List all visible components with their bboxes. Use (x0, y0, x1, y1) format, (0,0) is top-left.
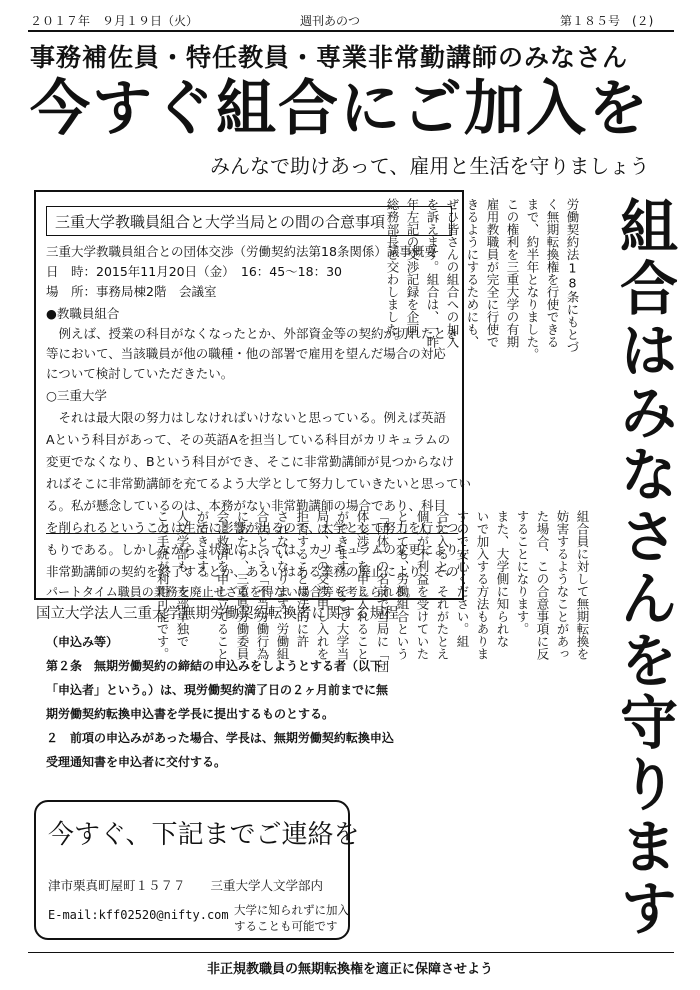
agreement-line: ●教職員組合 (46, 306, 120, 321)
vertical-line: いで加入する方法もありま (475, 510, 490, 660)
regulation-title: 国立大学法人三重大学無期労働契約転換者に関する規程 (36, 606, 399, 622)
agreement-line: る。私が懸念しているのは、本務がない非常勤講師の場合であり、科目 (46, 498, 447, 513)
vertical-line: 拒否することは法的に許 (295, 510, 310, 648)
vertical-line: 体交渉」を申し入れること (355, 510, 370, 660)
vertical-line: 雇用教職員が完全に行使で (485, 198, 500, 348)
vertical-line: 総務部長と交わしました。 (385, 198, 400, 348)
agreement-line: それは最大限の努力はしなければいけないと思っている。例えば英語 (46, 410, 447, 425)
agreement-line: ○三重大学 (46, 388, 107, 403)
contact-note: することも可能です (234, 919, 338, 933)
agreement-line: パートタイム職員の業務を廃止せざるを得ない場合等も考えられる。 (46, 585, 418, 599)
contact-note: 大学に知られずに加入 (234, 903, 349, 917)
agreement-line: 変更でなくなり、Bという科目ができ、そこに非常勤講師が見つからなけ (46, 454, 455, 469)
agreement-line: 等において、当該職員が他の職種・他の部署で雇用を望んだ場合の対応 (46, 346, 446, 361)
vertical-line: ぜひ皆さんの組合への加入 (445, 198, 460, 348)
agreement-line: を削られるということは生活に影響が出るので、大学として努力を行うつ (46, 520, 459, 535)
vertical-slogan: 組合はみなさんを守ります (610, 196, 678, 940)
agreement-line: 非常勤講師の契約を終了するとか、あるいはある業務の廃止により、その (46, 564, 459, 579)
contact-heading: 今すぐ、下記までご連絡を (48, 820, 360, 850)
agreement-line: 場 所：事務局棟2階 会議室 (46, 284, 217, 299)
headline-title: 今すぐ組合にご加入を (30, 74, 650, 144)
vertical-line: この手続が利用可能です。 (155, 510, 170, 660)
vertical-line: また、大学側に知られな (495, 510, 510, 648)
regulation-line: 「申込者」という。）は、現労働契約満了日の２ヶ月前までに無 (46, 683, 389, 697)
vertical-line: としても、労働組合という (395, 510, 410, 660)
vertical-line: 局は、この交渉申し入れを (315, 510, 330, 660)
issue-date: ２０１７年 ９月１９日（火） (30, 14, 199, 28)
vertical-line: 合に入ると、それがたとえ (435, 510, 450, 660)
contact-email[interactable]: E-mail:kff02520@nifty.com (48, 908, 229, 922)
agreement-title: 三重大学教職員組合と大学当局との間の合意事項 (46, 206, 452, 236)
regulation-line: （申込み等） (46, 635, 119, 649)
vertical-line: 労働契約法18条にもとづ (565, 198, 580, 353)
footer-divider (28, 952, 674, 953)
agreement-line: 三重大学教職員組合との団体交渉（労働契約法第18条関係）議事概要 (46, 244, 437, 259)
agreement-line: もりである。しかしながら、状況によっては、カリキュラムの変更により (46, 542, 459, 557)
contact-address: 津市栗真町屋町１５７７ 三重大学人文学部内 (48, 878, 324, 893)
header-divider (28, 30, 674, 32)
vertical-line: されないなります。労働組 (275, 510, 290, 660)
vertical-line: すので安心ください。組 (455, 510, 470, 648)
agreement-line: Aという科目があって、その英語Aを担当している科目がカリキュラムの (46, 432, 451, 447)
vertical-line: 年左記の交渉記録を企画 (405, 198, 420, 336)
vertical-article-part1 (385, 198, 582, 498)
vertical-line: まで、約半年となりました。 (525, 198, 540, 361)
vertical-line: く無期転換権を行使できる (545, 198, 560, 348)
regulation-line: ２ 前項の申込みがあった場合、学長は、無期労働契約転換申込 (46, 731, 394, 745)
regulation-line: 第２条 無期労働契約の締結の申込みをしようとする者（以下 (46, 659, 383, 673)
regulation-line: 期労働契約転換申込書を学長に提出するものとする。 (46, 707, 335, 721)
vertical-line: することになります。 (515, 510, 530, 635)
newsletter-name: 週刊あのつ (300, 14, 361, 28)
vertical-line: 個人が不利益を受けていた (415, 510, 430, 660)
vertical-line: 合法という「不当労働行為 (255, 510, 270, 660)
agreement-line: 日 時：2015年11月20日（金） 16：45～18：30 (46, 264, 342, 279)
issue-number: 第１８５号 (２) (560, 14, 654, 28)
headline-tagline: みんなで助けあって、雇用と生活を守りましょう (210, 154, 650, 178)
vertical-line: きるようにするためにも、 (465, 198, 480, 348)
headline-subtitle: 事務補佐員・特任教員・専業非常勤講師のみなさん (30, 43, 629, 72)
agreement-line: ればそこに非常勤講師を充てるよう大学として努力していきたいと思ってい (46, 476, 472, 491)
vertical-line: 会に救済を申し立てること (215, 510, 230, 660)
vertical-line: を訴えます。組合は、一昨 (425, 198, 440, 348)
agreement-line: について検討していただきたい。 (46, 366, 234, 381)
vertical-line: 人文学部も、支部単独で (175, 510, 190, 648)
vertical-line: この権利を三重大学の有期 (505, 198, 520, 348)
regulation-line: 受理通知書を申込者に交付する。 (46, 755, 227, 769)
vertical-line: 妨害するようなことがあっ (555, 510, 570, 660)
footer-slogan: 非正規教職員の無期転換権を適正に保障させよう (206, 962, 493, 977)
vertical-line: ができます。 (195, 510, 210, 585)
vertical-line: 組合員に対して無期転換を (575, 510, 590, 660)
vertical-line: 「団体」の名前で当局に「団 (375, 510, 390, 673)
vertical-line: ができます。そこで大学当 (335, 510, 350, 660)
vertical-line: にあたり、三重県労働委員 (235, 510, 250, 660)
vertical-line: た場合、この合意事項に反 (535, 510, 550, 660)
agreement-line: 例えば、授業の科目がなくなったとか、外部資金等の契約が切れたとき (46, 326, 459, 341)
